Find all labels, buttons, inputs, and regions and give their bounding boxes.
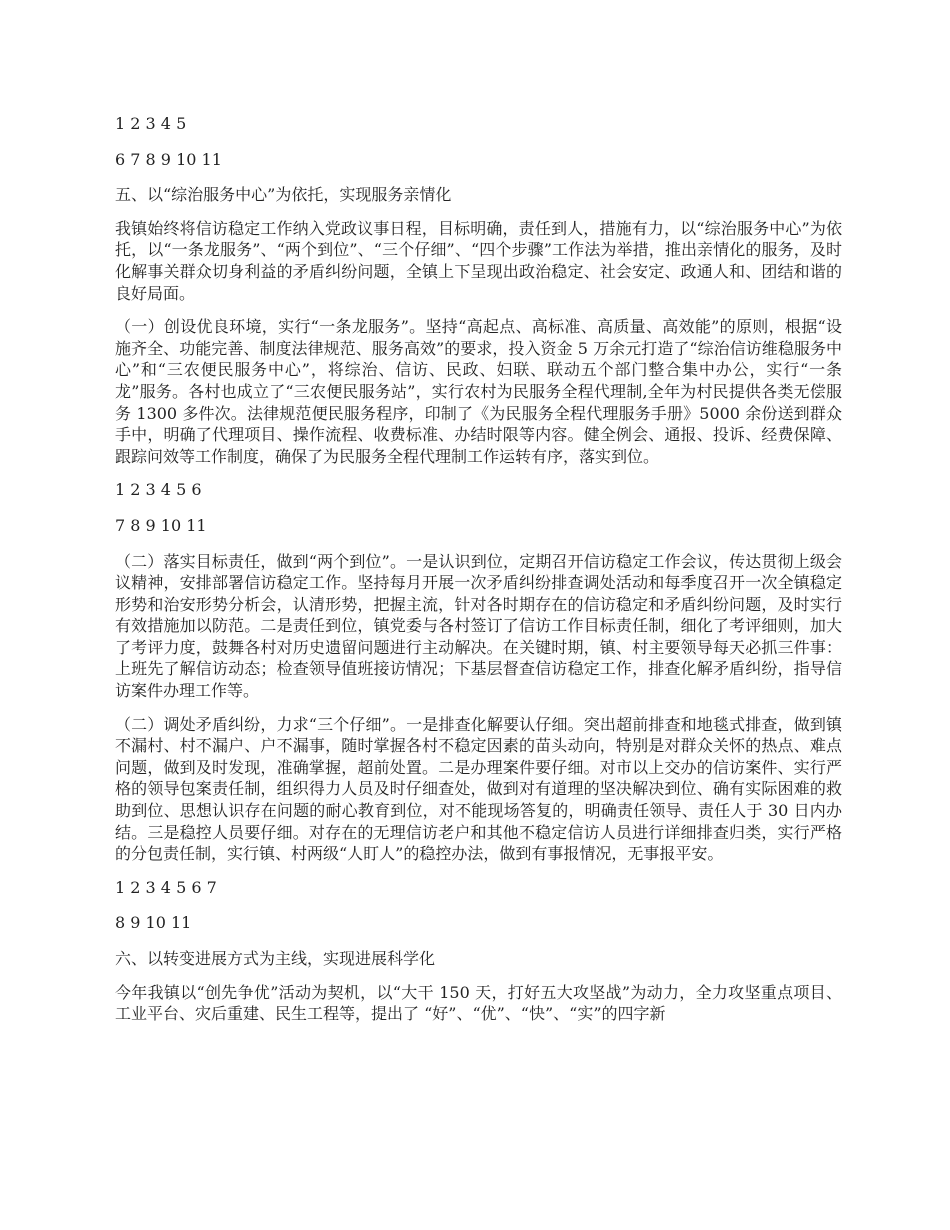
page-number-sequence: 1 2 3 4 5 6 7 — [115, 877, 217, 897]
section-heading: 五、以“综治服务中心”为依托，实现服务亲情化 — [115, 185, 452, 205]
page-number-sequence: 8 9 10 11 — [115, 913, 192, 933]
page-number-sequence: 1 2 3 4 5 6 — [115, 480, 202, 500]
page-number-sequence: 7 8 9 10 11 — [115, 515, 207, 535]
paragraph: （二）调处矛盾纠纷，力求“三个仔细”。一是排查化解要认仔细。突出超前排查和地毯式排查，做到镇不漏村、村不漏户、户不漏事，随时掌握各村不稳定因素的苗头动向，特别是对群众关怀的热点、难点问题，做到及时发现，准确掌握，超前处置。二是办理案件要仔细。对市以上交办的信访案件、实行严格的领导包案责任制，组织得力人员及时仔细查处，做到对有道理的坚决解决到位、确有实际困难的救助到位、思想认识存在问题的耐心教育到位，对不能现场答复的，明确责任领导、责任人于 30 日内办结。三是稳控人员要仔细。对存在的无理信访老户和其他不稳定信访人员进行详细排查归类，实行严格的分包责任制，实行镇、村两级“人盯人”的稳控办法，做到有事报情况，无事报平安。 — [115, 714, 842, 864]
section-heading: 六、以转变进展方式为主线，实现进展科学化 — [115, 949, 436, 968]
paragraph: 我镇始终将信访稳定工作纳入党政议事日程，目标明确，责任到人，措施有力，以“综治服务中心”为依托，以“一条龙服务”、“两个到位”、“三个仔细”、“四个步骤”工作法为举措，推出亲情化的服务，及时化解事关群众切身利益的矛盾纠纷问题，全镇上下呈现出政治稳定、社会安定、政通人和、团结和谐的良好局面。 — [115, 218, 842, 303]
paragraph: （一）创设优良环境，实行“一条龙服务”。坚持“高起点、高标准、高质量、高效能”的原则，根据“设施齐全、功能完善、制度法律规范、服务高效”的要求，投入资金 5 万余元打造了“综治信访维稳服务中心”和“三农便民服务中心”，将综治、信访、民政、妇联、联动五个部门整合集中办公，实行“一条龙”服务。各村也成立了“三农便民服务站”，实行农村为民服务全程代理制,全年为村民提供各类无偿服务 1300 多件次。法律规范便民服务程序，印制了《为民服务全程代理服务手册》5000 余份送到群众手中，明确了代理项目、操作流程、收费标准、办结时限等内容。健全例会、通报、投诉、经费保障、跟踪问效等工作制度，确保了为民服务全程代理制工作运转有序，落实到位。 — [115, 317, 842, 466]
page-number-sequence: 1 2 3 4 5 — [115, 114, 187, 133]
page-number-sequence: 6 7 8 9 10 11 — [115, 149, 222, 169]
paragraph: 今年我镇以“创先争优”活动为契机，以“大干 150 天，打好五大攻坚战”为动力，全力攻坚重点项目、工业平台、灾后重建、民生工程等，提出了 “好”、“优”、“快”、“实”的四字新 — [115, 982, 842, 1024]
document-body — [115, 113, 842, 1037]
paragraph: （二）落实目标责任，做到“两个到位”。一是认识到位，定期召开信访稳定工作会议，传达贯彻上级会议精神，安排部署信访稳定工作。坚持每月开展一次矛盾纠纷排查调处活动和每季度召开一次全镇稳定形势和治安形势分析会，认清形势，把握主流，针对各时期存在的信访稳定和矛盾纠纷问题，及时实行有效措施加以防范。二是责任到位，镇党委与各村签订了信访工作目标责任制，细化了考评细则，加大了考评力度，鼓舞各村对历史遗留问题进行主动解决。在关键时期，镇、村主要领导每天必抓三件事：上班先了解信访动态；检查领导值班接访情况；下基层督查信访稳定工作，排查化解矛盾纠纷，指导信访案件办理工作等。 — [115, 551, 842, 701]
